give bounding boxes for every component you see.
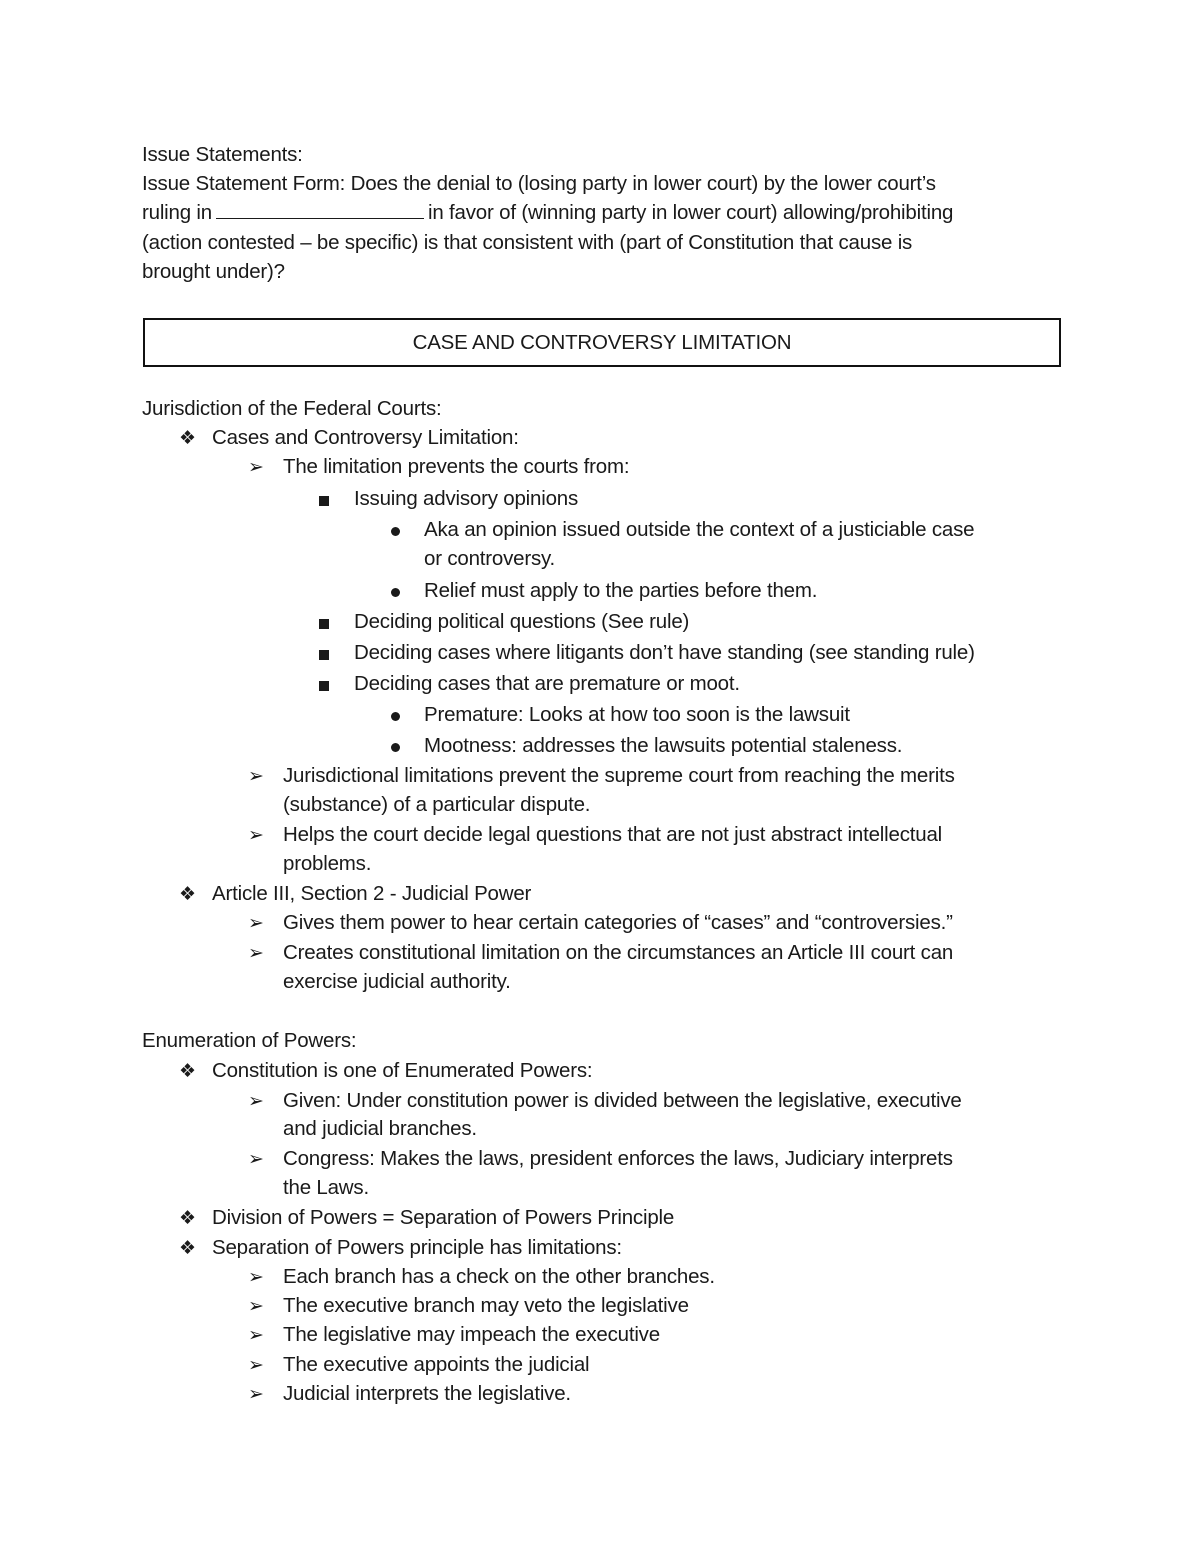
jurisdictional-limitations-line-2: (substance) of a particular dispute. (283, 793, 591, 816)
constitution-item: Constitution is one of Enumerated Powers: (212, 1059, 593, 1082)
check-item: Each branch has a check on the other branches. (283, 1265, 715, 1288)
arrow-bullet-icon: ➢ (248, 912, 264, 934)
issue-form-line-2 (142, 199, 953, 227)
diamond-bullet-icon: ❖ (179, 427, 197, 449)
dot-bullet-icon (391, 588, 400, 597)
arrow-bullet-icon: ➢ (248, 1354, 264, 1376)
diamond-bullet-icon: ❖ (179, 1207, 197, 1229)
square-bullet-icon (319, 619, 329, 629)
square-bullet-icon (319, 681, 329, 691)
congress-line-2: the Laws. (283, 1176, 369, 1199)
relief-item: Relief must apply to the parties before them. (424, 579, 818, 602)
given-line-2: and judicial branches. (283, 1117, 477, 1140)
banner-title: CASE AND CONTROVERSY LIMITATION (412, 331, 792, 354)
arrow-bullet-icon: ➢ (248, 1324, 264, 1346)
issue-form-line-3: (action contested – be specific) is that consistent with (part of Constitution that cause is (142, 231, 913, 254)
check-item: The legislative may impeach the executive (283, 1323, 660, 1346)
premature-moot-item: Deciding cases that are premature or moot. (354, 672, 740, 695)
dot-bullet-icon (391, 527, 400, 536)
arrow-bullet-icon: ➢ (248, 942, 264, 964)
check-item: The executive appoints the judicial (283, 1353, 590, 1376)
political-questions: Deciding political questions (See rule) (354, 610, 690, 633)
arrow-bullet-icon: ➢ (248, 1266, 264, 1288)
arrow-bullet-icon: ➢ (248, 1383, 264, 1405)
square-bullet-icon (319, 496, 329, 506)
standing-item: Deciding cases where litigants don’t have standing (see standing rule) (354, 641, 975, 664)
dot-bullet-icon (391, 743, 400, 752)
helps-line-2: problems. (283, 852, 372, 875)
aka-line-2: or controversy. (424, 547, 556, 570)
issue-form-line-1: Issue Statement Form: Does the denial to (losing party in lower court) by the lower court’s (142, 172, 936, 195)
given-line-1: Given: Under constitution power is divided between the legislative, executive (283, 1089, 962, 1112)
creates-line-2: exercise judicial authority. (283, 970, 511, 993)
premature-item: Premature: Looks at how too soon is the lawsuit (424, 703, 850, 726)
aka-line-1: Aka an opinion issued outside the context of a justiciable case (424, 518, 975, 541)
limitation-prevents: The limitation prevents the courts from: (283, 455, 630, 478)
advisory-opinions: Issuing advisory opinions (354, 487, 579, 510)
square-bullet-icon (319, 650, 329, 660)
arrow-bullet-icon: ➢ (248, 765, 264, 787)
issue-form-line-2-end: in favor of (winning party in lower court) allowing/prohibiting (428, 201, 954, 224)
article-three-item: Article III, Section 2 - Judicial Power (212, 882, 532, 905)
division-item: Division of Powers = Separation of Powers Principle (212, 1206, 675, 1229)
arrow-bullet-icon: ➢ (248, 1148, 264, 1170)
arrow-bullet-icon: ➢ (248, 1090, 264, 1112)
issue-form-line-4: brought under)? (142, 260, 285, 283)
separation-item: Separation of Powers principle has limitations: (212, 1236, 622, 1259)
arrow-bullet-icon: ➢ (248, 456, 264, 478)
check-item: The executive branch may veto the legislative (283, 1294, 689, 1317)
jurisdiction-heading: Jurisdiction of the Federal Courts: (142, 397, 442, 420)
issue-heading: Issue Statements: (142, 143, 303, 166)
diamond-bullet-icon: ❖ (179, 883, 197, 905)
cases-controversy-label: Cases and Controversy Limitation: (212, 426, 519, 449)
mootness-item: Mootness: addresses the lawsuits potential staleness. (424, 734, 903, 757)
enumeration-heading: Enumeration of Powers: (142, 1029, 357, 1052)
check-item: Judicial interprets the legislative. (283, 1382, 571, 1405)
helps-line-1: Helps the court decide legal questions that are not just abstract intellectual (283, 823, 943, 846)
issue-form-line-2-start: ruling in (142, 201, 212, 224)
arrow-bullet-icon: ➢ (248, 1295, 264, 1317)
fill-in-blank (216, 199, 424, 219)
creates-line-1: Creates constitutional limitation on the circumstances an Article III court can (283, 941, 954, 964)
gives-power-item: Gives them power to hear certain categories of “cases” and “controversies.” (283, 911, 953, 934)
jurisdictional-limitations-line-1: Jurisdictional limitations prevent the supreme court from reaching the merits (283, 764, 955, 787)
diamond-bullet-icon: ❖ (179, 1060, 197, 1082)
diamond-bullet-icon: ❖ (179, 1237, 197, 1259)
section-banner (143, 318, 1061, 367)
congress-line-1: Congress: Makes the laws, president enforces the laws, Judiciary interprets (283, 1147, 953, 1170)
arrow-bullet-icon: ➢ (248, 824, 264, 846)
dot-bullet-icon (391, 712, 400, 721)
